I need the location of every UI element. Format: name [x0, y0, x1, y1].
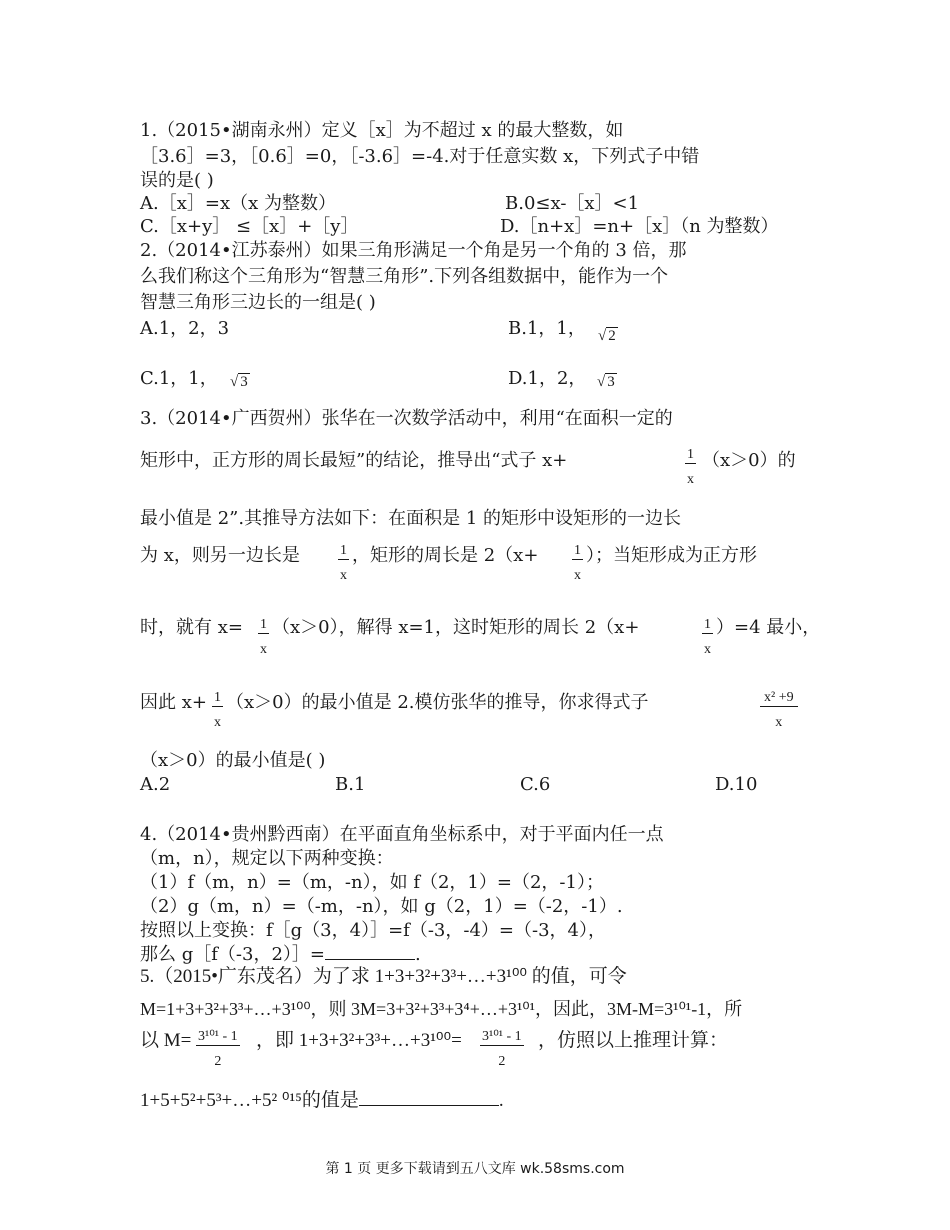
q3-fraction-4-num: 1 [260, 617, 267, 632]
q5-fraction-1-num: 3¹⁰¹ - 1 [198, 1029, 238, 1044]
q3-fraction-2-den: x [340, 568, 347, 583]
q3-line6b: （x＞0）的最小值是 2.模仿张华的推导，你求得式子 [226, 692, 649, 713]
q3-option-d: D.10 [715, 774, 758, 795]
q2-option-d: D.1，2， [508, 368, 587, 389]
q1-option-a: A.［x］=x（x 为整数） [140, 193, 336, 214]
q3-line5a: 时，就有 x= [140, 617, 243, 638]
q3-fraction-4 [258, 617, 269, 658]
q3-fraction-2-num: 1 [340, 543, 347, 558]
q3-line7: （x＞0）的最小值是( ) [140, 750, 326, 771]
q5-fraction-1 [196, 1028, 240, 1070]
q3-fraction-3-den: x [574, 568, 581, 583]
q3-line5c: ）=4 最小， [716, 617, 821, 638]
q3-fraction-6-den: x [214, 715, 221, 730]
q3-line3: 最小值是 2”.其推导方法如下：在面积是 1 的矩形中设矩形的一边长 [140, 508, 681, 529]
q5-line2: M=1+3+3²+3³+…+3¹⁰⁰，则 3M=3+3²+3³+3⁴+…+3¹⁰¹，因此，3M-M=3¹⁰¹-1，所 [140, 999, 743, 1019]
q4-line5: 按照以上变换：f［g（3，4）］=f（-3，-4）=（-3，4）， [140, 920, 606, 941]
q3-fraction-5-den: x [704, 642, 711, 657]
q1-line1: 1.（2015•湖南永州）定义［x］为不超过 x 的最大整数，如 [140, 120, 624, 141]
q5-line3b: ，即 1+3+3²+3³+…+3¹⁰⁰= [256, 1030, 462, 1051]
q2-line2: 么我们称这个三角形为“智慧三角形”.下列各组数据中，能作为一个 [140, 266, 669, 287]
q5-line4-end: . [498, 1090, 504, 1111]
q3-line5b: （x＞0），解得 x=1，这时矩形的周长 2（x+ [272, 617, 640, 638]
q1-option-c: C.［x+y］ ≤［x］+［y］ [140, 216, 359, 237]
q3-fraction-1-den: x [687, 472, 694, 487]
q4-line4: （2）g（m，n）=（-m，-n），如 g（2，1）=（-2，-1）. [140, 896, 623, 917]
q2-line1: 2.（2014•江苏泰州）如果三角形满足一个角是另一个角的 3 倍，那 [140, 240, 687, 261]
q1-option-d: D.［n+x］=n+［x］（n 为整数） [500, 216, 779, 237]
q5-line4-text: 1+5+5²+5³+…+5² ⁰¹⁵的值是 [140, 1090, 359, 1111]
q5-answer-blank [359, 1105, 499, 1106]
q3-fraction-4-den: x [260, 642, 267, 657]
q4-answer-blank [325, 959, 415, 960]
q3-option-c: C.6 [520, 774, 551, 795]
q5-fraction-2-den: 2 [498, 1054, 506, 1069]
q5-line3c: ，仿照以上推理计算： [538, 1030, 729, 1051]
q5-fraction-2 [480, 1028, 524, 1070]
q2-option-d-sqrt: √ 3 [597, 374, 615, 390]
q2-option-b: B.1，1， [508, 318, 586, 339]
q3-option-b: B.1 [335, 774, 366, 795]
q3-fraction-3 [572, 543, 583, 584]
q3-fraction-1-num: 1 [687, 447, 694, 462]
q5-fraction-2-num: 3¹⁰¹ - 1 [482, 1029, 522, 1044]
q3-fraction-6 [212, 690, 223, 731]
q3-fraction-5-num: 1 [704, 617, 711, 632]
q3-fraction-big-num: x² +9 [760, 690, 798, 707]
q3-fraction-3-num: 1 [574, 543, 581, 558]
q2-option-a: A.1，2，3 [140, 318, 230, 339]
q1-option-b: B.0≤x-［x］<1 [505, 193, 640, 214]
q4-line3: （1）f（m，n）=（m，-n），如 f（2，1）=（2，-1）； [140, 872, 604, 893]
q3-option-a: A.2 [140, 774, 171, 795]
q5-line1: 5.（2015•广东茂名）为了求 1+3+3²+3³+…+3¹⁰⁰ 的值，可令 [140, 966, 627, 987]
q3-fraction-5 [702, 617, 713, 658]
q1-line2: ［3.6］=3，［0.6］=0，［-3.6］=-4.对于任意实数 x，下列式子中错 [140, 146, 700, 167]
q4-line1: 4.（2014•贵州黔西南）在平面直角坐标系中，对于平面内任一点 [140, 824, 664, 845]
q3-line2b: （x＞0）的 [702, 450, 796, 471]
q2-option-c: C.1，1， [140, 368, 218, 389]
q2-option-c-sqrt: √ 3 [230, 374, 248, 390]
q5-fraction-1-den: 2 [214, 1054, 222, 1069]
q3-fraction-2 [338, 543, 349, 584]
q3-fraction-6-num: 1 [214, 690, 221, 705]
q3-line4a: 为 x，则另一边长是 [140, 545, 300, 566]
q2-option-b-sqrt: √ 2 [598, 328, 616, 344]
page-footer: 第 1 页 更多下载请到五八文库 wk.58sms.com [325, 1161, 625, 1177]
q4-line2: （m，n），规定以下两种变换： [140, 848, 394, 869]
q3-fraction-big [760, 690, 798, 731]
q4-line6-text: 那么 g［f（-3，2）］= [140, 944, 325, 965]
q3-line1: 3.（2014•广西贺州）张华在一次数学活动中，利用“在面积一定的 [140, 408, 673, 429]
q4-line6-end: . [414, 944, 421, 965]
q2-line3: 智慧三角形三边长的一组是( ) [140, 292, 376, 313]
q3-line4b: ，矩形的周长是 2（x+ [352, 545, 539, 566]
q3-line6a: 因此 x+ [140, 692, 207, 713]
q1-line3: 误的是( ) [140, 170, 214, 191]
q3-fraction-1 [685, 447, 696, 488]
q3-fraction-big-den: x [775, 715, 783, 730]
q4-line6 [140, 944, 421, 966]
q3-line2a: 矩形中，正方形的周长最短”的结论，推导出“式子 x+ [140, 450, 568, 471]
q5-line4 [140, 1090, 504, 1112]
q3-line4c: ）；当矩形成为正方形 [586, 545, 757, 566]
q5-line3a: 以 M= [140, 1030, 192, 1051]
